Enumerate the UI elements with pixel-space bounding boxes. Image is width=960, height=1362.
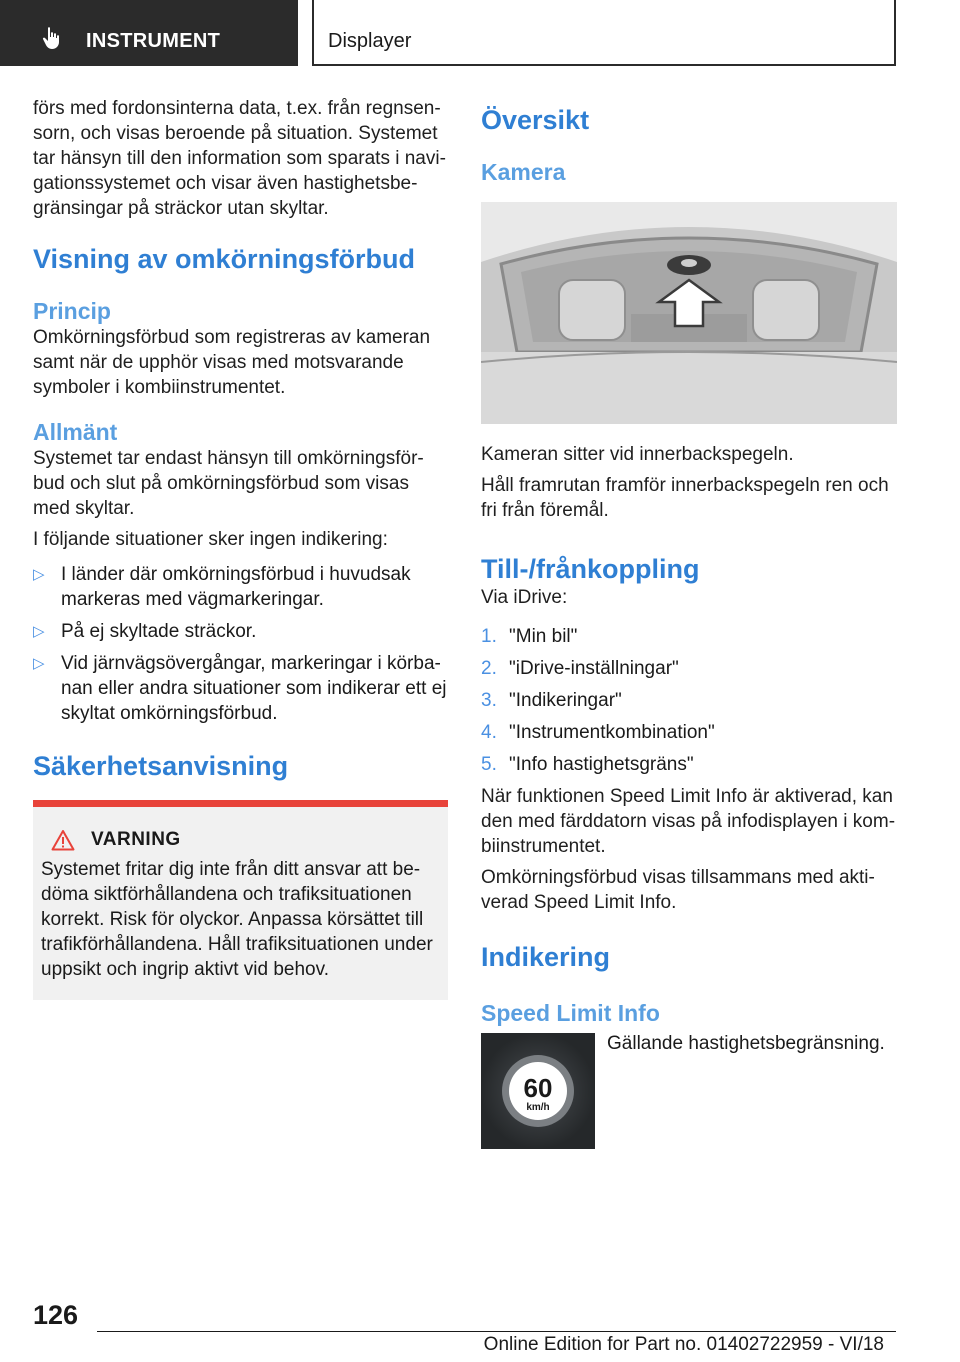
speed-limit-row: [481, 1031, 897, 1151]
speed-unit: km/h: [526, 1102, 550, 1113]
heading-speed-limit: Speed Limit Info: [481, 1000, 660, 1026]
heading-princip: Princip: [33, 298, 111, 324]
speed-value: 60: [523, 1073, 553, 1103]
heading-visning: Visning av omkörningsförbud: [33, 244, 416, 274]
chapter-title: Displayer: [328, 30, 412, 52]
via-idrive: Via iDrive:: [481, 587, 568, 608]
triangle-bullet-icon: ▷: [33, 566, 45, 583]
list-item: ▷ I länder där omkörningsförbud i huvudsak markeras med vägmarkeringar.: [33, 564, 411, 610]
heading-kamera: Kamera: [481, 159, 566, 185]
warning-title: VARNING: [91, 829, 181, 850]
after-paragraph-1: När funktionen Speed Limit Info är aktiverad, kan den med färddatorn visas på infodisplayen i kombiinstrumentet.: [481, 786, 896, 857]
list-item: ▷ På ej skyltade sträckor.: [33, 621, 257, 642]
speed-limit-display: [481, 1033, 595, 1149]
triangle-bullet-icon: ▷: [33, 623, 45, 640]
edition-text: Online Edition for Part no. 01402722959 - VI/18: [483, 1334, 884, 1355]
allmant-paragraph: Systemet tar endast hänsyn till omkörningsförbud och slut på omkörningsförbud som visas med skyltar.: [33, 448, 424, 519]
chapter-box: [312, 0, 896, 66]
warning-triangle-icon: [51, 829, 75, 851]
list-item: ▷ Vid järnvägsövergångar, markeringar i körbanan eller andra situationer som indikerar ett ej skyltat omkörningsförbud.: [33, 653, 447, 724]
footer-rule: [97, 1331, 896, 1332]
warning-box: [33, 800, 448, 1000]
situations-intro: I följande situationer sker ingen indikering:: [33, 529, 388, 550]
steps-list: [481, 624, 897, 777]
princip-paragraph: Omkörningsförbud som registreras av kameran samt när de upphör visas med motsvarande symboler i kombiinstrumentet.: [33, 327, 431, 398]
triangle-bullet-icon: ▷: [33, 655, 45, 672]
warning-text: Systemet fritar dig inte från ditt ansvar att bedöma siktförhållandena och trafiksituationen korrekt. Risk för olyckor. Anpassa körsättet till trafikförhållandena. Håll trafiksituationen under uppsikt och ingrip aktivt vid behov.: [41, 859, 433, 980]
left-column: [33, 96, 448, 1000]
right-column: [481, 96, 897, 1151]
section-tab: [0, 0, 298, 66]
speed-sign-graphic: [481, 1033, 595, 1149]
heading-oversikt: Översikt: [481, 105, 590, 135]
camera-location-image: [481, 202, 897, 424]
list-item: 1. "Min bil": [481, 626, 578, 647]
windshield-illustration: [481, 202, 897, 424]
after-paragraph-2: Omkörningsförbud visas tillsammans med aktiverad Speed Limit Info.: [481, 867, 875, 913]
intro-paragraph: förs med fordonsinterna data, t.ex. från regnsensorn, och visas beroende på situation. Systemet tar hänsyn till den information som sparats i navigationssystemet och visar även hastighetsbegränsingar på sträckor utan skyltar.: [33, 98, 446, 219]
kamera-paragraph-2: Håll framrutan framför innerbackspegeln ren och fri från föremål.: [481, 475, 889, 521]
list-item: 5. "Info hastighetsgräns": [481, 754, 694, 775]
list-item: 4. "Instrumentkombination": [481, 722, 715, 743]
warning-title-row: [51, 829, 440, 851]
page-header: [0, 0, 960, 66]
situations-list: [33, 562, 448, 726]
list-item: 2. "iDrive-inställningar": [481, 658, 679, 679]
page-number: 126: [33, 1300, 79, 1330]
kamera-paragraph-1: Kameran sitter vid innerbackspegeln.: [481, 444, 794, 465]
heading-till: Till-/frånkoppling: [481, 554, 700, 584]
hand-pointer-icon: [40, 26, 64, 50]
section-title: INSTRUMENT: [86, 30, 221, 52]
heading-indikering: Indikering: [481, 942, 611, 972]
speed-limit-description: Gällande hastighetsbegränsning.: [607, 1033, 885, 1054]
heading-allmant: Allmänt: [33, 419, 118, 445]
list-item: 3. "Indikeringar": [481, 690, 622, 711]
heading-sakerhet: Säkerhetsanvisning: [33, 751, 289, 781]
